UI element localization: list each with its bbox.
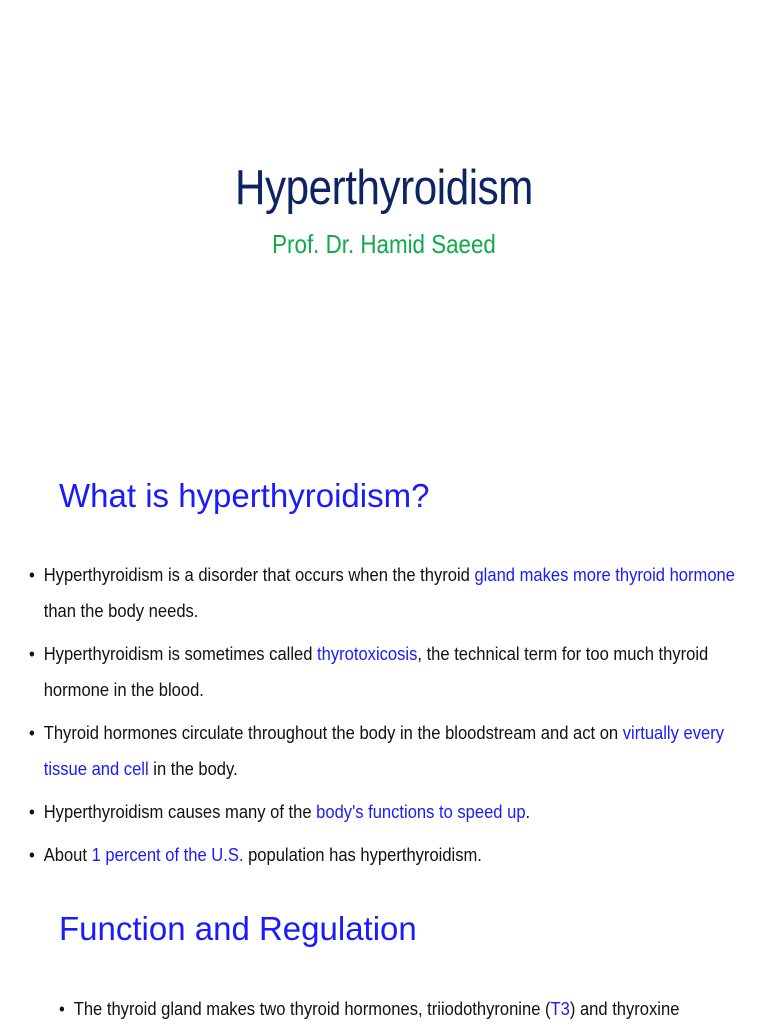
section-heading: What is hyperthyroidism? xyxy=(59,477,430,514)
bullet-dot-icon: • xyxy=(29,644,35,664)
bullet-dot-icon: • xyxy=(29,845,35,865)
slide-title: Hyperthyroidism xyxy=(235,161,533,215)
bullet-list xyxy=(59,991,759,1034)
bullet-dot-icon: • xyxy=(29,802,35,822)
link-text[interactable]: thyrotoxicosis xyxy=(317,644,418,664)
bullet-item: • Hyperthyroidism is sometimes called thyrotoxicosis, the technical term for too much thyroid hormone in the blood. xyxy=(29,636,743,708)
link-text[interactable]: T3 xyxy=(550,999,570,1019)
link-text[interactable]: virtually every tissue and cell xyxy=(43,723,724,779)
bullet-item: • About 1 percent of the U.S. population has hyperthyroidism. xyxy=(29,837,743,873)
link-text[interactable]: gland makes more thyroid hormone xyxy=(474,565,735,585)
bullet-item: • Hyperthyroidism causes many of the body's functions to speed up. xyxy=(29,794,743,830)
bullet-dot-icon: • xyxy=(29,565,35,585)
bullet-list xyxy=(29,557,735,880)
link-text[interactable]: 1 percent of the U.S. xyxy=(91,845,244,865)
bullet-item: • Hyperthyroidism is a disorder that occurs when the thyroid gland makes more thyroid hormone than the body needs. xyxy=(29,557,743,629)
section-heading: Function and Regulation xyxy=(59,910,417,947)
bullet-item: • The thyroid gland makes two thyroid hormones, triiodothyronine (T3) and thyroxine xyxy=(59,991,768,1027)
slide-subtitle: Prof. Dr. Hamid Saeed xyxy=(272,229,496,259)
link-text[interactable]: body's functions to speed up xyxy=(316,802,526,822)
bullet-dot-icon: • xyxy=(29,723,35,743)
bullet-item: • Thyroid hormones circulate throughout the body in the bloodstream and act on virtually every tissue and cell in the body. xyxy=(29,715,743,787)
bullet-dot-icon: • xyxy=(59,999,65,1019)
